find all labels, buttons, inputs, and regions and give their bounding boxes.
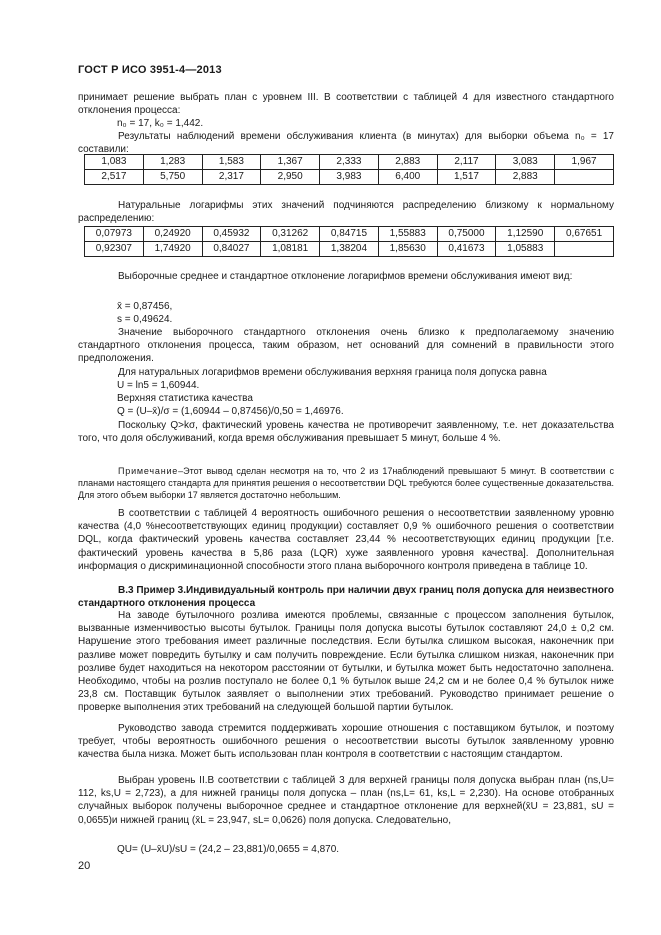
table-cell: 1,517 (437, 170, 496, 185)
table-log-values (84, 226, 614, 257)
table-cell: 0,84027 (202, 242, 261, 257)
table-cell: 2,333 (320, 155, 379, 170)
paragraph-std-close (78, 326, 614, 366)
text-p5: Выборочные среднее и стандартное отклонение логарифмов времени обслуживания имеют вид: (118, 271, 573, 282)
table-cell: 3,083 (496, 155, 555, 170)
text-p6: x̄ = 0,87456, (117, 301, 173, 312)
text-p4: Натуральные логарифмы этих значений подчиняются распределению близкому к нормальному распределению: (78, 200, 614, 225)
text-p15: На заводе бутылочного розлива имеются проблемы, связанные с процессом заполнения бутылок, вызванные изменчивостью высоты бутылок. Границы поля допуска высоты бутылок составляют 24,0 ± 0,2 см. Нарушение этого требования имеет различные последствия. Если бутылка слишком высокая, наконечник при разливе может повредить бутылку и сам получить повреждение. Если бутылка слишком низкая, наконечник при розливе будет находиться на некотором расстоянии от бутылки, и бутылка может быть недостаточно заполнена. Необходимо, чтобы на розлив поступало не более 0,1 % бутылок выше 24,2 см и не более 0,4 % бутылок ниже 23,8 см. Поставщик бутылок заявляет о выполнении этих требований. Руководство принимает решение о проверке выполнения этих требований на следующей большой партии бутылок. (78, 610, 614, 714)
text-p7: s = 0,49624. (117, 314, 173, 326)
table-row (85, 227, 614, 242)
document-header: ГОСТ Р ИСО 3951-4—2013 (78, 64, 222, 76)
formula-u (117, 379, 614, 419)
note-text: –Этот вывод сделан несмотря на то, что 2 из 17наблюдений превышают 5 минут. В соответствии с планами настоящего стандарта для принятия решения о несоответствии DQL требуются более существенные доказательства. Для этого объем выборки 17 является достаточно небольшим. (78, 466, 614, 500)
table-cell: 0,45932 (202, 227, 261, 242)
table-row (85, 242, 614, 257)
paragraph-logarithms (78, 199, 614, 225)
text-p9: Для натуральных логарифмов времени обслуживания верхняя граница поля допуска равна (118, 367, 547, 378)
formula-mean (117, 300, 614, 326)
text-p3: Результаты наблюдений времени обслуживания клиента (в минутах) для выборки объема n₀ = 17 составили: (78, 131, 614, 156)
table-cell: 1,55883 (378, 227, 437, 242)
table-cell: 5,750 (143, 170, 202, 185)
table-cell: 2,883 (378, 155, 437, 170)
table-cell: 0,31262 (261, 227, 320, 242)
text-p11: Верхняя статистика качества (117, 393, 253, 405)
note-block (78, 465, 614, 501)
table-cell: 0,41673 (437, 242, 496, 257)
text-p8: Значение выборочного стандартного отклонения очень близко к предполагаемому значению стандартного отклонения процесса, таким образом, нет оснований для сомнений в правильности этого предположения. (78, 327, 614, 365)
text-p16: Руководство завода стремится поддерживать хорошие отношения с поставщиком бутылок, и поэтому требует, чтобы вероятность ошибочного решения о несоответствии высоты бутылок заявленному уровню качества была низка. Может быть использован план контроля в соответствии с настоящим стандартом. (78, 723, 614, 761)
table-cell: 1,38204 (320, 242, 379, 257)
text-p1: принимает решение выбрать план с уровнем III. В соответствии с таблицей 4 для известного стандартного отклонения процесса: (78, 92, 614, 117)
table-cell: 1,08181 (261, 242, 320, 257)
paragraph-management (78, 722, 614, 762)
text-p13: Поскольку Q>kσ, фактический уровень качества не противоречит заявленному, т.е. нет доказательства того, что доля обслуживаний, когда время обслуживания превышает 5 минут, больше 4 %. (78, 420, 614, 445)
formula-n0-k0 (117, 117, 614, 130)
table-cell: 0,75000 (437, 227, 496, 242)
page-number: 20 (78, 860, 91, 872)
table-cell: 1,12590 (496, 227, 555, 242)
paragraph-upper-limit (78, 366, 614, 379)
paragraph-probability (78, 507, 614, 573)
section-heading (78, 584, 614, 610)
paragraph-observations (78, 130, 614, 156)
table-cell: 1,083 (85, 155, 144, 170)
table-cell (555, 170, 614, 185)
table-cell: 6,400 (378, 170, 437, 185)
paragraph-decision (78, 91, 614, 117)
table-cell: 0,67651 (555, 227, 614, 242)
table-cell: 0,24920 (143, 227, 202, 242)
formula-qu (117, 843, 614, 856)
table-cell: 2,117 (437, 155, 496, 170)
table-cell: 1,367 (261, 155, 320, 170)
table-cell: 0,92307 (85, 242, 144, 257)
heading-example-3: В.3 Пример 3.Индивидуальный контроль при наличии двух границ поля допуска для неизвестного стандартного отклонения процесса (78, 585, 614, 610)
table-row (85, 155, 614, 170)
table-cell: 2,883 (496, 170, 555, 185)
table-cell: 0,84715 (320, 227, 379, 242)
paragraph-level-ii (78, 774, 614, 827)
table-cell: 1,74920 (143, 242, 202, 257)
table-cell: 2,317 (202, 170, 261, 185)
text-p10: U = ln5 = 1,60944. (117, 380, 200, 391)
text-p18: QU= (U–x̄U)/sU = (24,2 – 23,881)/0,0655 = 4,870. (117, 844, 340, 855)
table-cell: 1,583 (202, 155, 261, 170)
paragraph-mean-std (78, 270, 614, 283)
text-p17: Выбран уровень II.В соответствии с таблицей 3 для верхней границы поля допуска выбран план (ns,U= 112, ks,U = 2,723), а для нижней границы поля допуска – план (ns,L= 61, ks,L = 2,230). На основе отобранных случайных выборок получены выборочное среднее и стандартное отклонение для верхней(x̄U = 23,881, sU = 0,0655)и нижней границ (x̄L = 23,947, sL= 0,0626) поля допуска. Следовательно, (78, 775, 614, 826)
text-p2: n₀ = 17, k₀ = 1,442. (117, 118, 204, 129)
table-cell: 1,05883 (496, 242, 555, 257)
table-cell (555, 242, 614, 257)
table-cell: 1,967 (555, 155, 614, 170)
table-cell: 1,85630 (378, 242, 437, 257)
table-cell: 2,950 (261, 170, 320, 185)
text-p12: Q = (U–x̄)/σ = (1,60944 – 0,87456)/0,50 = 1,46976. (117, 406, 344, 418)
table-cell: 2,517 (85, 170, 144, 185)
note-label: Примечание (118, 466, 179, 476)
text-p14: В соответствии с таблицей 4 вероятность ошибочного решения о несоответствии заявленному уровню качества (4,0 %несоответствующих единиц продукции) составляет 0,9 % ошибочного решения о соответствии DQL, когда фактический уровень качества составляет 23,44 % несоответствующих единиц продукции [т.е. фактический уровень качества в 5,86 раза (LQR) хуже заявленного уровня качества]. Дополнительная информация о дискриминационной способности этого плана выборочного контроля приведена в таблице 10. (78, 508, 614, 572)
table-cell: 1,283 (143, 155, 202, 170)
paragraph-bottling (78, 609, 614, 715)
paragraph-conclusion (78, 419, 614, 445)
table-cell: 3,983 (320, 170, 379, 185)
table-service-times (84, 154, 614, 185)
table-cell: 0,07973 (85, 227, 144, 242)
table-row (85, 170, 614, 185)
